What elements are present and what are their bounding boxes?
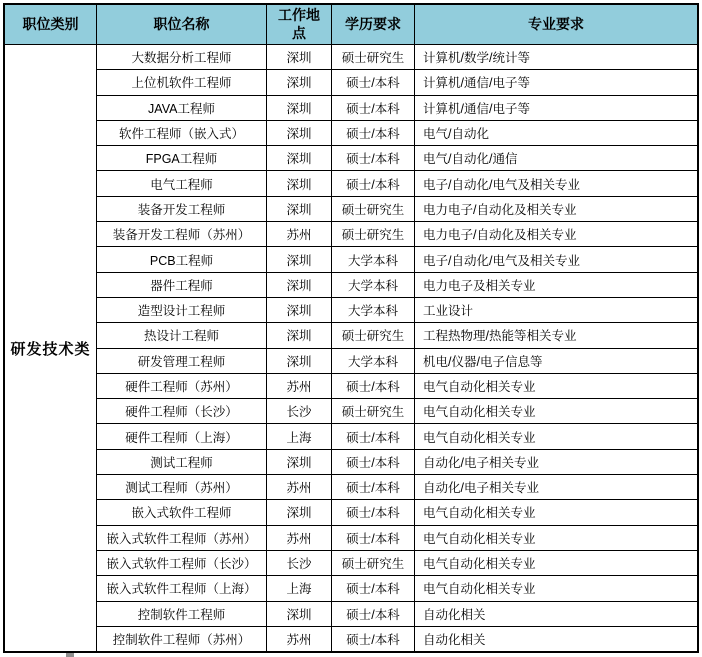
- table-row: [97, 349, 697, 374]
- job-degree-cell: 硕士/本科: [332, 171, 415, 195]
- job-major-cell: 计算机/通信/电子等: [423, 101, 530, 116]
- table-row: [97, 323, 697, 348]
- table-row: [97, 576, 697, 601]
- job-title-cell: 硬件工程师（上海）: [97, 424, 267, 448]
- job-title-cell: 电气工程师: [97, 171, 267, 195]
- job-degree-cell: 硕士/本科: [332, 70, 415, 94]
- job-title-cell: 硬件工程师（长沙）: [97, 399, 267, 423]
- job-title-cell: 嵌入式软件工程师（上海）: [97, 576, 267, 600]
- table-row: [97, 197, 697, 222]
- job-location-cell: 深圳: [267, 298, 332, 322]
- job-title-cell: 嵌入式软件工程师（苏州）: [97, 526, 267, 550]
- job-title-cell: 硬件工程师（苏州）: [97, 374, 267, 398]
- table-row: [97, 500, 697, 525]
- job-title-cell: 研发管理工程师: [97, 349, 267, 373]
- job-title-cell: 热设计工程师: [97, 323, 267, 347]
- job-degree-cell: 大学本科: [332, 298, 415, 322]
- table-row: [97, 627, 697, 651]
- header-label-category: 职位类别: [22, 15, 79, 32]
- table-row: [97, 171, 697, 196]
- table-row: [97, 602, 697, 627]
- job-major-cell: 工程热物理/热能等相关专业: [423, 329, 577, 344]
- table-row: [97, 146, 697, 171]
- job-location-cell: 上海: [267, 576, 332, 600]
- job-title-cell: JAVA工程师: [97, 96, 267, 120]
- table-row: [97, 551, 697, 576]
- job-location-cell: 上海: [267, 424, 332, 448]
- job-major-cell: 电子/自动化/电气及相关专业: [423, 253, 580, 268]
- job-major-cell: 电气自动化相关专业: [423, 531, 536, 546]
- job-degree-cell: 硕士研究生: [332, 222, 415, 246]
- job-degree-cell: 硕士/本科: [332, 424, 415, 448]
- job-major-cell: 自动化相关: [423, 632, 486, 647]
- job-location-cell: 深圳: [267, 247, 332, 271]
- job-location-cell: 深圳: [267, 273, 332, 297]
- header-label-job-title: 职位名称: [153, 15, 210, 32]
- job-location-cell: 深圳: [267, 349, 332, 373]
- table-row: [97, 45, 697, 70]
- job-title-cell: 嵌入式软件工程师: [97, 500, 267, 524]
- job-degree-cell: 硕士研究生: [332, 45, 415, 69]
- job-major-cell: 电力电子及相关专业: [423, 278, 536, 293]
- stray-mark: [66, 653, 74, 657]
- category-cell: 研发技术类: [5, 45, 97, 651]
- job-degree-cell: 硕士/本科: [332, 96, 415, 120]
- job-title-cell: 装备开发工程师（苏州）: [97, 222, 267, 246]
- job-location-cell: 深圳: [267, 450, 332, 474]
- header-label-location: 工作地点: [277, 7, 320, 41]
- job-location-cell: 深圳: [267, 602, 332, 626]
- job-title-cell: 上位机软件工程师: [97, 70, 267, 94]
- table-row: [97, 222, 697, 247]
- header-label-major: 专业要求: [528, 15, 584, 32]
- table-row: [97, 450, 697, 475]
- job-title-cell: PCB工程师: [97, 247, 267, 271]
- table-body: [5, 45, 697, 651]
- job-title-cell: 控制软件工程师: [97, 602, 267, 626]
- job-degree-cell: 硕士/本科: [332, 450, 415, 474]
- job-major-cell: 电力电子/自动化及相关专业: [423, 202, 577, 217]
- job-degree-cell: 硕士研究生: [332, 551, 415, 575]
- job-degree-cell: 硕士/本科: [332, 146, 415, 170]
- header-cell-degree: [332, 5, 415, 45]
- job-title-cell: 大数据分析工程师: [97, 45, 267, 69]
- job-major-cell: 自动化相关: [423, 607, 486, 622]
- job-major-cell: 电气自动化相关专业: [423, 380, 536, 394]
- job-location-cell: 苏州: [267, 627, 332, 651]
- header-cell-category: [5, 5, 97, 45]
- header-cell-major: [415, 5, 697, 45]
- job-major-cell: 电气自动化相关专业: [423, 430, 536, 445]
- job-degree-cell: 硕士/本科: [332, 576, 415, 600]
- job-degree-cell: 硕士研究生: [332, 323, 415, 347]
- job-title-cell: 控制软件工程师（苏州）: [97, 627, 267, 651]
- jobs-table: [3, 3, 699, 653]
- job-rows: [97, 45, 697, 651]
- job-major-cell: 电气自动化相关专业: [423, 405, 536, 420]
- table-row: [97, 475, 697, 500]
- job-title-cell: 软件工程师（嵌入式）: [97, 121, 267, 145]
- job-location-cell: 深圳: [267, 146, 332, 170]
- job-location-cell: 深圳: [267, 197, 332, 221]
- job-major-cell: 电气/自动化: [423, 127, 489, 142]
- table-row: [97, 96, 697, 121]
- job-location-cell: 深圳: [267, 70, 332, 94]
- job-major-cell: 电气/自动化/通信: [423, 152, 518, 167]
- job-major-cell: 电气自动化相关专业: [423, 582, 536, 597]
- job-degree-cell: 大学本科: [332, 273, 415, 297]
- header-cell-location: [267, 5, 332, 45]
- header-label-degree: 学历要求: [345, 15, 401, 32]
- job-location-cell: 长沙: [267, 399, 332, 423]
- table-row: [97, 70, 697, 95]
- table-row: [97, 526, 697, 551]
- table-row: [97, 247, 697, 272]
- job-degree-cell: 硕士/本科: [332, 627, 415, 651]
- job-location-cell: 深圳: [267, 45, 332, 69]
- job-degree-cell: 硕士/本科: [332, 500, 415, 524]
- job-major-cell: 电子/自动化/电气及相关专业: [423, 177, 580, 192]
- job-location-cell: 深圳: [267, 323, 332, 347]
- job-title-cell: 器件工程师: [97, 273, 267, 297]
- job-location-cell: 苏州: [267, 526, 332, 550]
- job-location-cell: 深圳: [267, 500, 332, 524]
- job-degree-cell: 硕士/本科: [332, 602, 415, 626]
- table-row: [97, 273, 697, 298]
- job-title-cell: 测试工程师: [97, 450, 267, 474]
- job-degree-cell: 硕士/本科: [332, 121, 415, 145]
- table-row: [97, 298, 697, 323]
- job-title-cell: FPGA工程师: [97, 146, 267, 170]
- job-major-cell: 自动化/电子相关专业: [423, 481, 539, 496]
- job-title-cell: 测试工程师（苏州）: [97, 475, 267, 499]
- job-location-cell: 深圳: [267, 171, 332, 195]
- table-row: [97, 374, 697, 399]
- job-major-cell: 电气自动化相关专业: [423, 557, 536, 572]
- job-degree-cell: 硕士/本科: [332, 374, 415, 398]
- job-major-cell: 电力电子/自动化及相关专业: [423, 228, 577, 243]
- job-major-cell: 电气自动化相关专业: [423, 506, 536, 521]
- job-major-cell: 自动化/电子相关专业: [423, 455, 539, 470]
- job-location-cell: 苏州: [267, 374, 332, 398]
- job-major-cell: 计算机/通信/电子等: [423, 76, 530, 91]
- job-degree-cell: 硕士研究生: [332, 399, 415, 423]
- table-row: [97, 121, 697, 146]
- job-degree-cell: 大学本科: [332, 247, 415, 271]
- job-location-cell: 长沙: [267, 551, 332, 575]
- job-degree-cell: 大学本科: [332, 349, 415, 373]
- job-title-cell: 装备开发工程师: [97, 197, 267, 221]
- job-title-cell: 造型设计工程师: [97, 298, 267, 322]
- job-title-cell: 嵌入式软件工程师（长沙）: [97, 551, 267, 575]
- table-row: [97, 399, 697, 424]
- job-location-cell: 深圳: [267, 121, 332, 145]
- job-degree-cell: 硕士研究生: [332, 197, 415, 221]
- job-location-cell: 苏州: [267, 222, 332, 246]
- job-location-cell: 苏州: [267, 475, 332, 499]
- job-degree-cell: 硕士/本科: [332, 475, 415, 499]
- job-major-cell: 计算机/数学/统计等: [423, 51, 530, 66]
- job-major-cell: 机电/仪器/电子信息等: [423, 354, 543, 369]
- job-degree-cell: 硕士/本科: [332, 526, 415, 550]
- table-row: [97, 424, 697, 449]
- job-location-cell: 深圳: [267, 96, 332, 120]
- job-major-cell: 工业设计: [423, 304, 474, 319]
- header-cell-job-title: [97, 5, 267, 45]
- table-header-row: [5, 5, 697, 45]
